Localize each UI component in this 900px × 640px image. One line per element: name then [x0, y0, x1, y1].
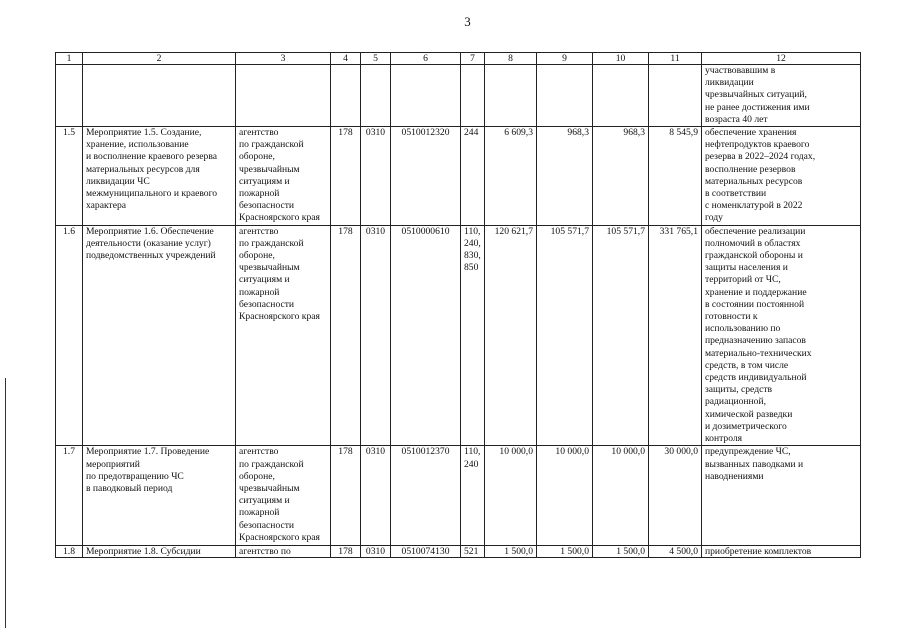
- measure-cell: Мероприятие 1.8. Субсидии: [83, 546, 236, 558]
- amount-2023: 1 500,0: [537, 546, 593, 558]
- amount-total: [649, 65, 702, 127]
- rzpr-cell: 0310: [361, 446, 391, 546]
- result-cell: участвовавшим в ликвидации чрезвычайных ситуаций, не ранее достижения ими возраста 40 лет: [702, 65, 861, 127]
- measure-cell: Мероприятие 1.7. Проведение мероприятий по предотвращению ЧС в паводковый период: [83, 446, 236, 546]
- row-number: [56, 65, 83, 127]
- programme-table: [55, 52, 861, 558]
- column-header: 6: [391, 53, 461, 65]
- amount-2024: 968,3: [593, 127, 649, 226]
- csr-cell: 0510012370: [391, 446, 461, 546]
- column-header: 11: [649, 53, 702, 65]
- amount-2022: 6 609,3: [485, 127, 537, 226]
- page-number: 3: [464, 14, 471, 29]
- row-number: 1.7: [56, 446, 83, 546]
- rzpr-cell: [361, 65, 391, 127]
- amount-total: 4 500,0: [649, 546, 702, 558]
- column-header: 5: [361, 53, 391, 65]
- agency-cell: агентство по гражданской обороне, чрезвычайным ситуациям и пожарной безопасности Красноярского края: [236, 225, 331, 446]
- amount-2024: 105 571,7: [593, 225, 649, 446]
- amount-total: 8 545,9: [649, 127, 702, 226]
- rzpr-cell: 0310: [361, 225, 391, 446]
- column-header: 9: [537, 53, 593, 65]
- column-header: 4: [331, 53, 361, 65]
- column-header: 8: [485, 53, 537, 65]
- csr-cell: [391, 65, 461, 127]
- row-number: 1.6: [56, 225, 83, 446]
- csr-cell: 0510012320: [391, 127, 461, 226]
- column-header: 1: [56, 53, 83, 65]
- amount-2022: 10 000,0: [485, 446, 537, 546]
- agency-cell: агентство по гражданской обороне, чрезвычайным ситуациям и пожарной безопасности Красноярского края: [236, 446, 331, 546]
- rzpr-cell: 0310: [361, 546, 391, 558]
- rzpr-cell: 0310: [361, 127, 391, 226]
- amount-2024: 10 000,0: [593, 446, 649, 546]
- grbs-cell: 178: [331, 446, 361, 546]
- measure-cell: Мероприятие 1.5. Создание, хранение, использование и восполнение краевого резерва материальных ресурсов для ликвидации ЧС межмуниципального и краевого характера: [83, 127, 236, 226]
- amount-2022: 1 500,0: [485, 546, 537, 558]
- csr-cell: 0510074130: [391, 546, 461, 558]
- column-header: 2: [83, 53, 236, 65]
- measure-cell: [83, 65, 236, 127]
- amount-2023: [537, 65, 593, 127]
- margin-line: [5, 378, 6, 628]
- table-row: [56, 225, 861, 446]
- column-header: 10: [593, 53, 649, 65]
- amount-total: 331 765,1: [649, 225, 702, 446]
- amount-2024: 1 500,0: [593, 546, 649, 558]
- row-number: 1.8: [56, 546, 83, 558]
- measure-cell: Мероприятие 1.6. Обеспечение деятельности (оказание услуг) подведомственных учреждений: [83, 225, 236, 446]
- agency-cell: [236, 65, 331, 127]
- result-cell: обеспечение реализации полномочий в областях гражданской обороны и защиты населения и территорий от ЧС, хранение и поддержание в состоянии постоянной готовности к использованию по предназначению запасов материально-технических средств, в том числе средств индивидуальной защиты, средств радиационной, химической разведки и дозиметрического контроля: [702, 225, 861, 446]
- amount-2023: 10 000,0: [537, 446, 593, 546]
- amount-2022: [485, 65, 537, 127]
- grbs-cell: 178: [331, 225, 361, 446]
- table-row: [56, 127, 861, 226]
- grbs-cell: 178: [331, 546, 361, 558]
- table-row: [56, 65, 861, 127]
- amount-2023: 968,3: [537, 127, 593, 226]
- row-number: 1.5: [56, 127, 83, 226]
- column-header: 12: [702, 53, 861, 65]
- vr-cell: 244: [461, 127, 485, 226]
- amount-2022: 120 621,7: [485, 225, 537, 446]
- grbs-cell: 178: [331, 127, 361, 226]
- csr-cell: 0510000610: [391, 225, 461, 446]
- table-row: [56, 446, 861, 546]
- table-row: [56, 546, 861, 558]
- vr-cell: [461, 65, 485, 127]
- amount-total: 30 000,0: [649, 446, 702, 546]
- vr-cell: 110, 240, 830, 850: [461, 225, 485, 446]
- vr-cell: 521: [461, 546, 485, 558]
- column-header: 3: [236, 53, 331, 65]
- result-cell: обеспечение хранения нефтепродуктов краевого резерва в 2022–2024 годах, восполнение резервов материальных ресурсов в соответствии с номенклатурой в 2022 году: [702, 127, 861, 226]
- amount-2023: 105 571,7: [537, 225, 593, 446]
- agency-cell: агентство по гражданской обороне, чрезвычайным ситуациям и пожарной безопасности Красноярского края: [236, 127, 331, 226]
- agency-cell: агентство по: [236, 546, 331, 558]
- grbs-cell: [331, 65, 361, 127]
- result-cell: предупреждение ЧС, вызванных паводками и наводнениями: [702, 446, 861, 546]
- amount-2024: [593, 65, 649, 127]
- vr-cell: 110, 240: [461, 446, 485, 546]
- result-cell: приобретение комплектов: [702, 546, 861, 558]
- column-header: 7: [461, 53, 485, 65]
- header-row: [56, 53, 861, 65]
